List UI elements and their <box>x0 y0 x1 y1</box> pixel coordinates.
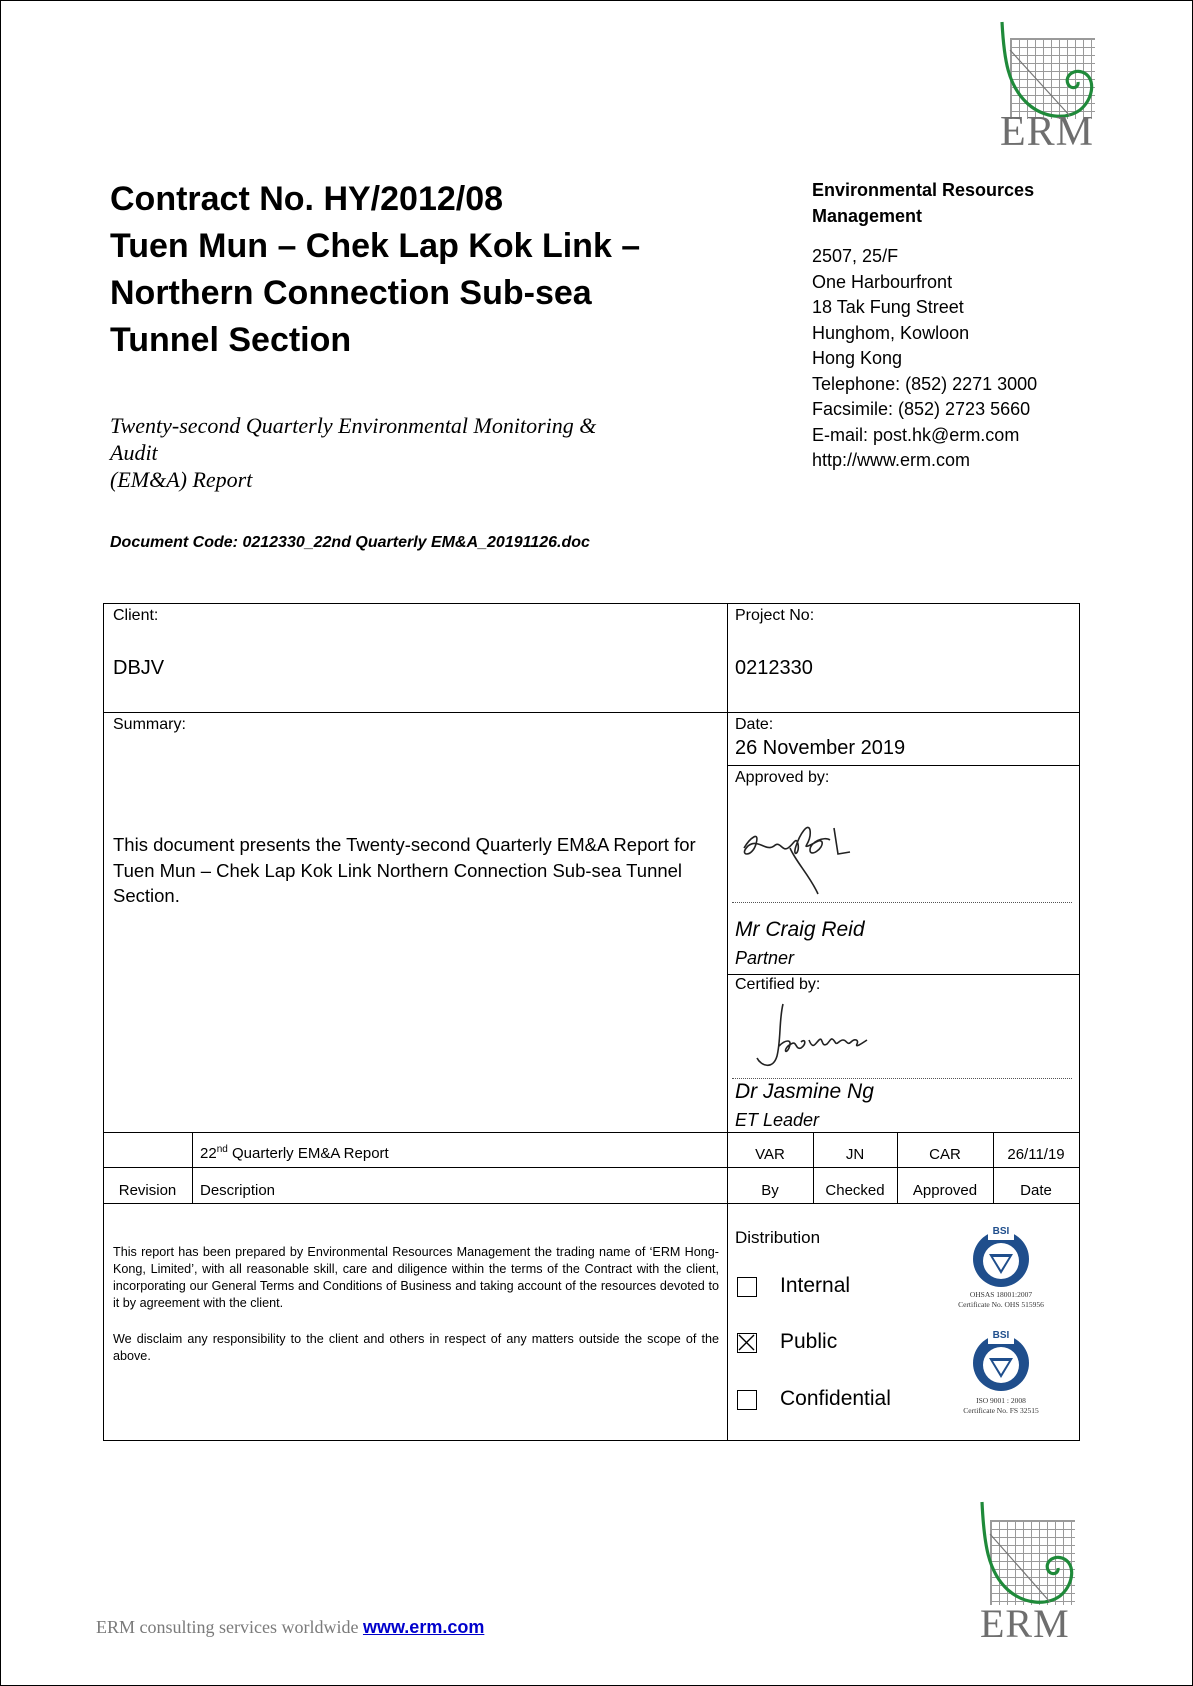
table-divider <box>103 1167 1080 1168</box>
table-divider <box>103 712 1080 713</box>
report-subtitle <box>110 412 670 493</box>
revision-description <box>200 1144 389 1162</box>
subtitle-line: Audit <box>110 440 158 465</box>
summary-label: Summary: <box>113 716 186 733</box>
table-divider <box>727 974 1080 975</box>
description-ordinal: nd <box>216 1144 228 1155</box>
org-name-line: Management <box>812 205 923 226</box>
logo-text: ERM <box>980 1601 1070 1646</box>
bsi-mark: BSI <box>992 1226 1010 1237</box>
table-border <box>103 603 104 1441</box>
revision-by: VAR <box>755 1146 785 1163</box>
approved-by-label: Approved by: <box>735 769 830 786</box>
table-border <box>103 1440 1080 1441</box>
table-divider <box>103 1203 1080 1204</box>
description-number: 22 <box>200 1145 217 1162</box>
address-line: Hunghom, Kowloon <box>812 322 970 343</box>
logo-swirl-icon <box>1000 20 1100 120</box>
bsi-standard: OHSAS 18001:2007 <box>969 1290 1033 1299</box>
org-name-line: Environmental Resources <box>812 180 1035 200</box>
summary-text: This document presents the Twenty-second Quarterly EM&A Report for Tuen Mun – Chek Lap Kok Link Northern Connection Sub-sea Tunnel Section. <box>113 834 696 906</box>
bsi-certificate: Certificate No. FS 32515 <box>963 1406 1039 1415</box>
erm-logo-bottom <box>980 1500 1080 1646</box>
disclaimer-paragraph: We disclaim any responsibility to the client and others in respect of any matters outside the scope of the above. <box>113 1332 719 1363</box>
table-divider <box>192 1132 193 1203</box>
bsi-iso-badge <box>940 1330 1060 1420</box>
certified-by-label: Certified by: <box>735 976 821 993</box>
date-label: Date: <box>735 716 774 733</box>
title-line: Contract No. HY/2012/08 <box>110 180 504 218</box>
logo-swirl-icon <box>980 1500 1080 1610</box>
title-line: Tuen Mun – Chek Lap Kok Link – <box>110 227 641 265</box>
certifier-name: Dr Jasmine Ng <box>735 1080 874 1103</box>
table-border <box>103 603 1080 604</box>
subtitle-line: Twenty-second Quarterly Environmental Monitoring & <box>110 413 597 438</box>
logo-text: ERM <box>1000 109 1095 155</box>
table-divider <box>103 1132 1080 1133</box>
revision-date: 26/11/19 <box>1007 1146 1065 1163</box>
internal-checkbox[interactable] <box>737 1277 757 1297</box>
description-text: Quarterly EM&A Report <box>227 1145 389 1162</box>
revision-checked: JN <box>845 1146 865 1163</box>
subtitle-line: (EM&A) Report <box>110 467 253 492</box>
bsi-standard: ISO 9001 : 2008 <box>976 1396 1026 1405</box>
email-link[interactable]: E-mail: post.hk@erm.com <box>812 424 1020 445</box>
project-value: 0212330 <box>735 657 813 679</box>
public-checkbox[interactable] <box>737 1333 757 1353</box>
confidential-label: Confidential <box>780 1387 891 1410</box>
address-line: One Harbourfront <box>812 271 953 292</box>
confidential-checkbox[interactable] <box>737 1390 757 1410</box>
signature-line <box>732 902 1072 903</box>
approver-role: Partner <box>735 948 795 968</box>
bsi-ohsas-badge <box>940 1226 1060 1316</box>
title-line: Northern Connection Sub-sea <box>110 274 592 312</box>
approved-header: Approved <box>912 1182 978 1199</box>
bsi-certificate: Certificate No. OHS 515956 <box>958 1300 1044 1309</box>
table-divider <box>727 765 1080 766</box>
distribution-label: Distribution <box>735 1228 821 1247</box>
table-border <box>1079 603 1080 1441</box>
public-label: Public <box>780 1330 838 1353</box>
certifier-signature <box>755 1000 895 1080</box>
address-line: 18 Tak Fung Street <box>812 297 964 317</box>
table-divider <box>727 603 728 1441</box>
revision-approved: CAR <box>929 1146 961 1163</box>
client-label: Client: <box>113 607 159 624</box>
footer-link[interactable]: www.erm.com <box>362 1617 485 1637</box>
approver-name: Mr Craig Reid <box>735 918 865 941</box>
client-value: DBJV <box>113 657 165 679</box>
approver-signature <box>738 800 878 900</box>
date-header: Date <box>1020 1182 1052 1199</box>
by-header: By <box>761 1182 779 1199</box>
bsi-mark: BSI <box>992 1330 1010 1341</box>
check-x-icon <box>738 1334 755 1351</box>
revision-header: Revision <box>118 1182 177 1199</box>
facsimile: Facsimile: (852) 2723 5660 <box>812 399 1031 419</box>
title-line: Tunnel Section <box>110 321 352 359</box>
project-label: Project No: <box>735 607 815 624</box>
disclaimer-paragraph: This report has been prepared by Environmental Resources Management the trading name of ‘ERM Hong-Kong, Limited’, with all reasonable skill, care and diligence within the terms of the Contract with the client, incorporating our General Terms and Conditions of Business and taking account of the resources devoted to it by agreement with the client. <box>113 1245 719 1310</box>
document-code: Document Code: 0212330_22nd Quarterly EM&A_20191126.doc <box>110 534 590 551</box>
erm-logo-top <box>1000 20 1100 155</box>
company-address <box>812 178 1037 474</box>
page-title <box>110 176 640 364</box>
certifier-role: ET Leader <box>735 1110 820 1130</box>
telephone: Telephone: (852) 2271 3000 <box>812 373 1038 394</box>
date-value: 26 November 2019 <box>735 737 906 759</box>
internal-label: Internal <box>780 1274 851 1297</box>
footer-text: ERM consulting services worldwide <box>96 1617 363 1637</box>
address-line: 2507, 25/F <box>812 246 899 266</box>
checked-header: Checked <box>825 1182 885 1199</box>
page-footer <box>96 1617 484 1638</box>
description-header: Description <box>200 1182 276 1199</box>
address-line: Hong Kong <box>812 348 903 368</box>
website-link[interactable]: http://www.erm.com <box>812 450 971 470</box>
